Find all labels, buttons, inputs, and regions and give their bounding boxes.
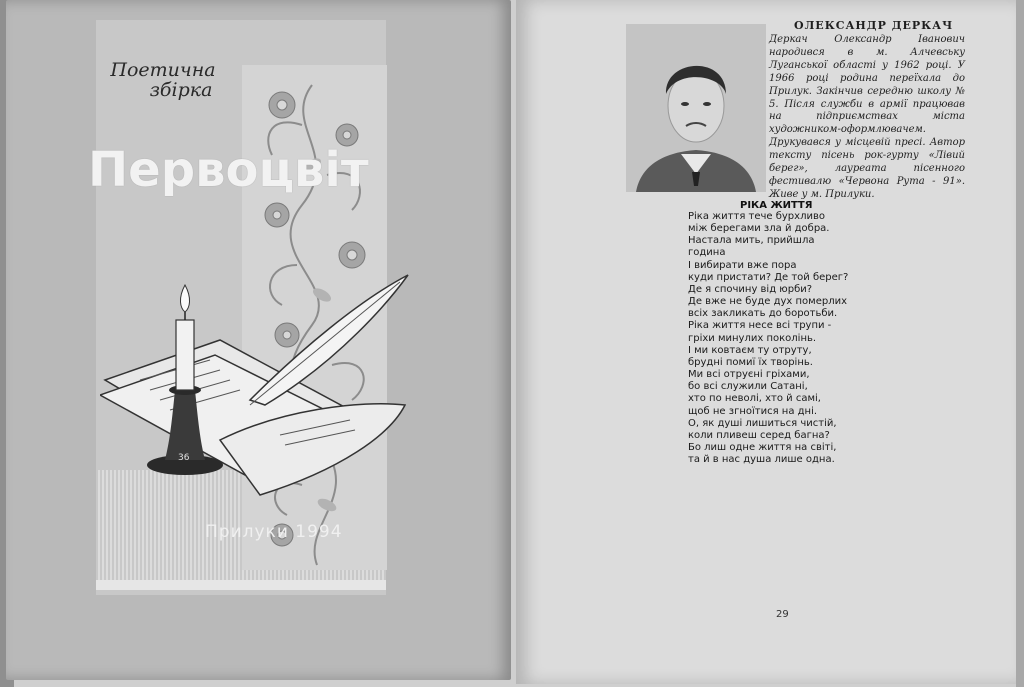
page-number: 29 (776, 609, 789, 620)
caption-line-2: збірка (149, 79, 213, 101)
author-photo (626, 24, 766, 192)
poem-line: гріхи минулих поколінь. (688, 332, 817, 344)
poem-line: Де я спочину від юрби? (688, 283, 813, 295)
poem-line: бо всі служили Сатані, (688, 381, 808, 393)
author-bio: Деркач Олександр Іванович народився в м. Алчевську Луганської області у 1962 році. У 1966 році родина переїхала до Прилук. Закінчив середню школу № 5. Після служби в армії працював на підприємствах міста художником-оформлювачем. Друкувався у місцевій пресі. Автор тексту пісень рок-гурту «Лівий берег», лауреата пісенного фестивалю «Червона Рута - 91». Живе у м. Прилуки. (769, 34, 965, 200)
page-edge (1016, 0, 1024, 687)
poem-line: Де вже не буде дух померлих (688, 296, 848, 308)
candle-quill-illustration (100, 260, 420, 505)
poem-line: брудні помиї їх творінь. (688, 356, 813, 368)
poem-line: година (688, 247, 726, 259)
cover-band (96, 580, 386, 590)
poem-line: щоб не згноїтися на дні. (688, 405, 818, 417)
poem-line: між берегами зла й добра. (688, 223, 830, 235)
candle-mark: 36 (178, 453, 190, 463)
caption-line-1: Поетична (110, 59, 216, 81)
poem-line: Ми всі отруєні гріхами, (688, 369, 810, 381)
poem-line: Ріка життя тече бурхливо (688, 211, 825, 222)
poem-line: Настала мить, прийшла (688, 235, 815, 247)
poem-line: І вибирати вже пора (688, 259, 797, 271)
book-title: Первоцвіт (88, 142, 369, 198)
poem-line: коли пливеш серед багна? (688, 429, 830, 441)
poem-line: І ми ковтаєм ту отруту, (688, 344, 812, 356)
poem-line: О, як душі лишиться чистій, (688, 417, 837, 429)
author-portrait (626, 24, 766, 192)
poem-line: Ріка життя несе всі трупи - (688, 320, 832, 332)
author-name: ОЛЕКСАНДР ДЕРКАЧ (794, 19, 954, 32)
poem-line: Бо лиш одне життя на світі, (688, 441, 837, 453)
poem-line: всіх закликать до боротьби. (688, 308, 838, 320)
poem-line: та й в нас душа лише одна. (688, 454, 835, 466)
poetic-collection-caption (88, 60, 238, 100)
poem-text (688, 211, 848, 466)
poem-line: куди пристати? Де той берег? (688, 271, 849, 283)
place-year: Прилуки 1994 (205, 522, 343, 542)
poem-title: РІКА ЖИТТЯ (740, 200, 813, 211)
poem-line: хто по неволі, хто й самі, (688, 393, 821, 405)
